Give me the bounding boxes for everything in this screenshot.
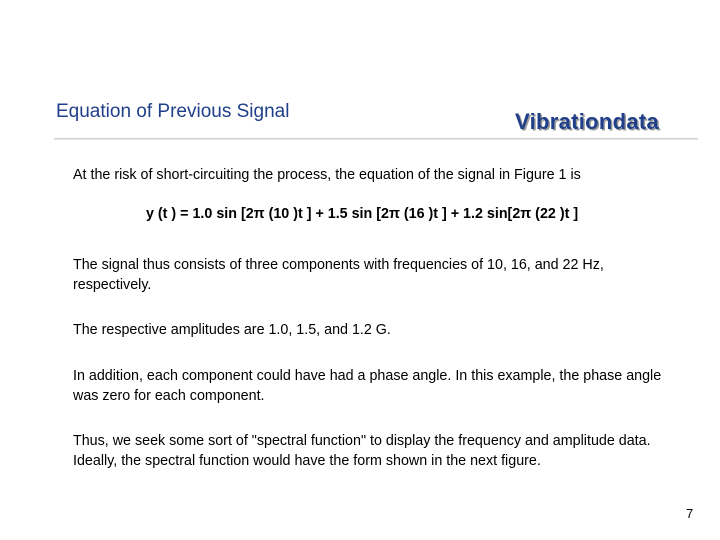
amplitudes-paragraph: The respective amplitudes are 1.0, 1.5, and 1.2 G. bbox=[73, 322, 391, 338]
frequencies-paragraph: The signal thus consists of three components with frequencies of 10, 16, and 22 Hz, respectively. bbox=[73, 257, 604, 293]
slide-title: Equation of Previous Signal bbox=[56, 101, 290, 122]
page-number: 7 bbox=[686, 506, 694, 521]
title-divider bbox=[54, 138, 698, 139]
signal-equation: y (t ) = 1.0 sin [2π (10 )t ] + 1.5 sin [2π (16 )t ] + 1.2 sin[2π (22 )t ] bbox=[146, 206, 579, 222]
phase-paragraph: In addition, each component could have had a phase angle. In this example, the phase angle was zero for each component. bbox=[73, 368, 662, 404]
spectral-function-paragraph: Thus, we seek some sort of "spectral function" to display the frequency and amplitude data. Ideally, the spectral function would have the form shown in the next figure. bbox=[73, 433, 651, 469]
brand-logo-text: Vibrationdata bbox=[515, 109, 660, 134]
intro-paragraph: At the risk of short-circuiting the process, the equation of the signal in Figure 1 is bbox=[73, 167, 581, 183]
